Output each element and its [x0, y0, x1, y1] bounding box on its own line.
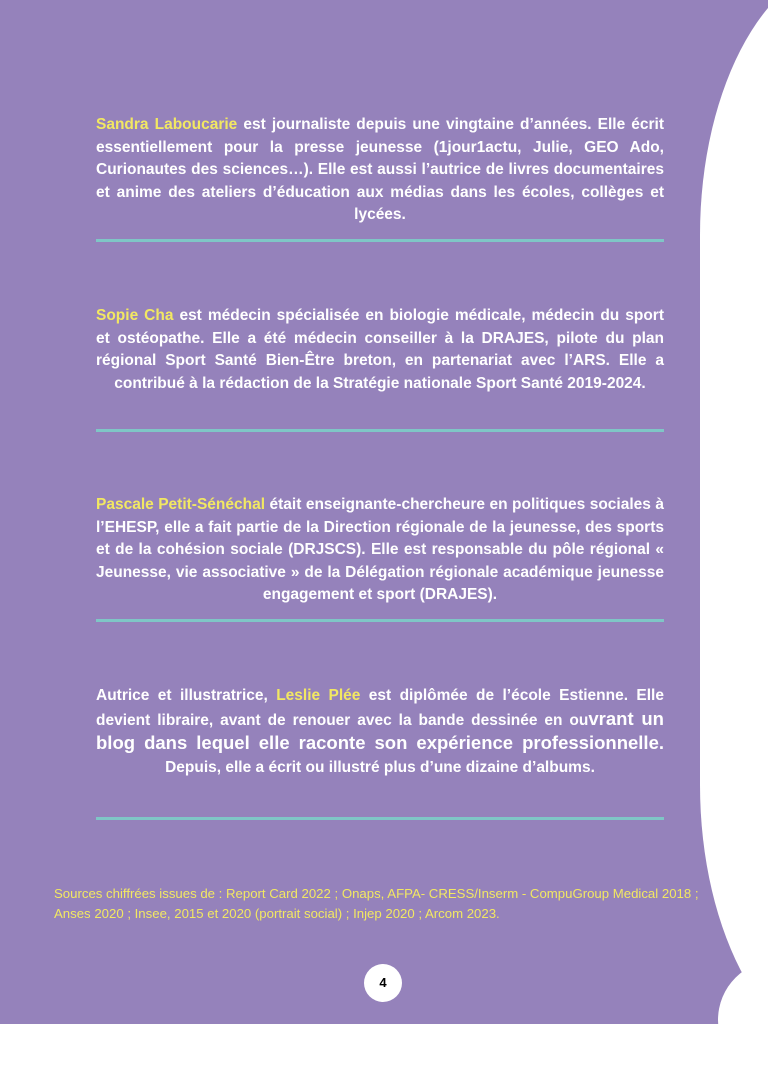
bio-prefix: Autrice et illustratrice, [96, 687, 277, 704]
author-name: Leslie Plée [276, 687, 361, 704]
sources-footnote: Sources chiffrées issues de : Report Card 2022 ; Onaps, AFPA- CRESS/Inserm - CompuGroup Medical 2018 ; Anses 2020 ; Insee, 2015 et 2020 (portrait social) ; Injep 2020 ; Arcom 2023. [54, 886, 699, 921]
author-name: Pascale Petit-Sénéchal [96, 496, 266, 513]
section-divider [96, 239, 664, 242]
bio-text-end: Depuis, elle a écrit ou illustré plus d’une dizaine d’albums. [165, 758, 595, 776]
page-number-badge: 4 [364, 964, 402, 1002]
section-divider [96, 619, 664, 622]
bio-text: est journaliste depuis une vingtaine d’années. Elle écrit essentiellement pour la presse jeunesse (1jour1actu, Julie, GEO Ado, Curionautes des sciences…). Elle est aussi l’autrice de livres documentaires et anime des ateliers d’éducation aux médias dans les écoles, collèges et lycées. [96, 116, 664, 223]
bio-text: est diplômée de l’école Estienne. Elle devient libraire, avant de renouer avec la bande dessinée en ou [96, 687, 664, 729]
bio-leslie-plee [96, 685, 664, 779]
bio-text: était enseignante-chercheure en politiques sociales à l’EHESP, elle a fait partie de la Direction régionale de la jeunesse, des sports et de la cohésion sociale (DRJSCS). Elle est responsable du pôle régional « Jeunesse, vie associative » de la Délégation régionale académique jeunesse engagement et sport (DRAJES). [96, 496, 664, 603]
bio-sandra-laboucarie [96, 114, 664, 227]
section-divider [96, 817, 664, 820]
bio-pascale-petit-senechal [96, 494, 664, 607]
section-divider [96, 429, 664, 432]
bio-sopie-cha [96, 305, 664, 395]
author-name: Sopie Cha [96, 307, 174, 324]
bio-text: est médecin spécialisée en biologie médicale, médecin du sport et ostéopathe. Elle a été médecin conseiller à la DRAJES, pilote du plan régional Sport Santé Bien-Être breton, en partenariat avec l’ARS. Elle a contribué à la rédaction de la Stratégie nationale Sport Santé 2019-2024. [96, 307, 664, 392]
bio-text-large: vrant un blog dans lequel elle raconte son expérience professionnelle. [96, 707, 664, 753]
author-name: Sandra Laboucarie [96, 116, 238, 133]
